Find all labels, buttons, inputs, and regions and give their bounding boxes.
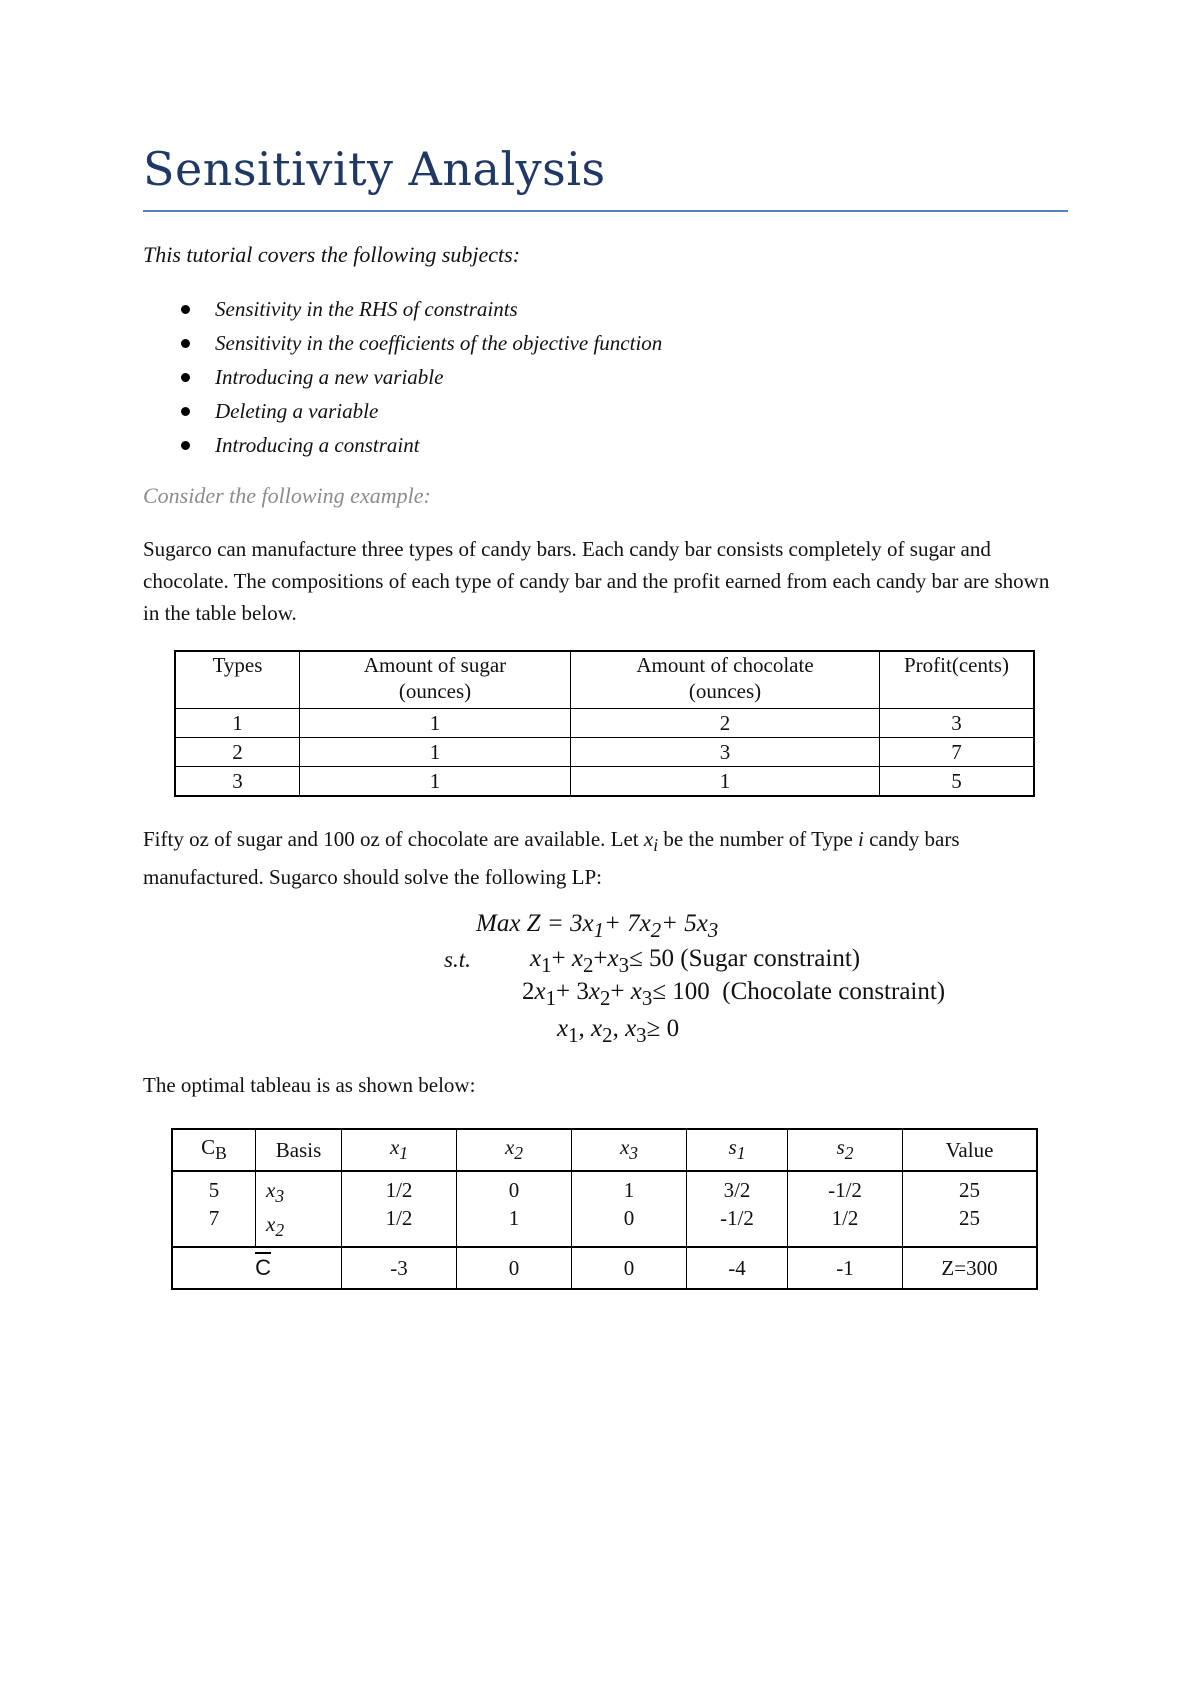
table-header: Value — [903, 1129, 1038, 1171]
bullet-icon — [181, 305, 190, 314]
topic-list — [143, 292, 662, 462]
table-header: Profit(cents) — [880, 651, 1035, 709]
subject-to-label: s.t. — [444, 947, 471, 972]
table-header: $s_1$ — [687, 1129, 788, 1171]
candy-types-table — [174, 650, 1035, 797]
table-row: 5 7 $x_3$ $x_2$ 1/2 1/2 0 1 1 0 3/2 -1/2 -1/2 1/2 25 25 — [172, 1171, 1037, 1247]
bullet-icon — [181, 407, 190, 416]
page-title: Sensitivity Analysis — [143, 142, 606, 196]
chocolate-constraint: $2x_1+ 3x_2+ x_3\le 100$ (Chocolate constraint) — [522, 978, 946, 1010]
sugar-constraint: $x_1+ x_2+x_3\le 50$ (Sugar constraint) — [530, 945, 861, 977]
intro-text: This tutorial covers the following subjects: — [143, 242, 521, 267]
table-header: $x_2$ — [457, 1129, 572, 1171]
bullet-icon — [181, 441, 190, 450]
table-row: 3 1 1 5 — [175, 767, 1034, 797]
table-header: Amount of chocolate (ounces) — [571, 651, 880, 709]
table-header: $x_1$ — [342, 1129, 457, 1171]
table-header: Basis — [256, 1129, 342, 1171]
table-header: $C_B$ — [172, 1129, 256, 1171]
list-item: Introducing a constraint — [143, 428, 662, 462]
list-item: Introducing a new variable — [143, 360, 662, 394]
title-underline — [143, 210, 1068, 212]
nonnegativity-constraint: $x_1$, $x_2$, $x_3\ge 0$ — [557, 1015, 680, 1047]
bullet-icon — [181, 373, 190, 382]
bullet-icon — [181, 339, 190, 348]
table-row: C -3 0 0 -4 -1 Z=300 — [172, 1247, 1037, 1289]
table-header: Amount of sugar (ounces) — [300, 651, 571, 709]
list-item: Sensitivity in the RHS of constraints — [143, 292, 662, 326]
list-item: Deleting a variable — [143, 394, 662, 428]
c-bar-label: C — [255, 1255, 271, 1280]
table-header: $x_3$ — [572, 1129, 687, 1171]
table-row: 2 1 3 7 — [175, 738, 1034, 767]
optimal-tableau — [171, 1128, 1038, 1290]
consider-heading: Consider the following example: — [143, 483, 431, 508]
objective-function: Max $Z = 3x_1+ 7x_2+ 5x_3$ — [476, 910, 719, 942]
list-item: Sensitivity in the coefficients of the objective function — [143, 326, 662, 360]
optimal-tableau-intro: The optimal tableau is as shown below: — [143, 1073, 476, 1097]
table-header: $s_2$ — [788, 1129, 903, 1171]
table-row: 1 1 2 3 — [175, 709, 1034, 738]
problem-description: Sugarco can manufacture three types of candy bars. Each candy bar consists completely of sugar and chocolate. The compositions of each type of candy bar and the profit earned from each candy bar are shown in the table below. — [143, 537, 1050, 625]
table-header: Types — [175, 651, 300, 709]
availability-paragraph: Fifty oz of sugar and 100 oz of chocolate are available. Let $x_i$ be the number of Type i candy bars manufactured. Sugarco should solve the following LP: — [143, 827, 960, 890]
